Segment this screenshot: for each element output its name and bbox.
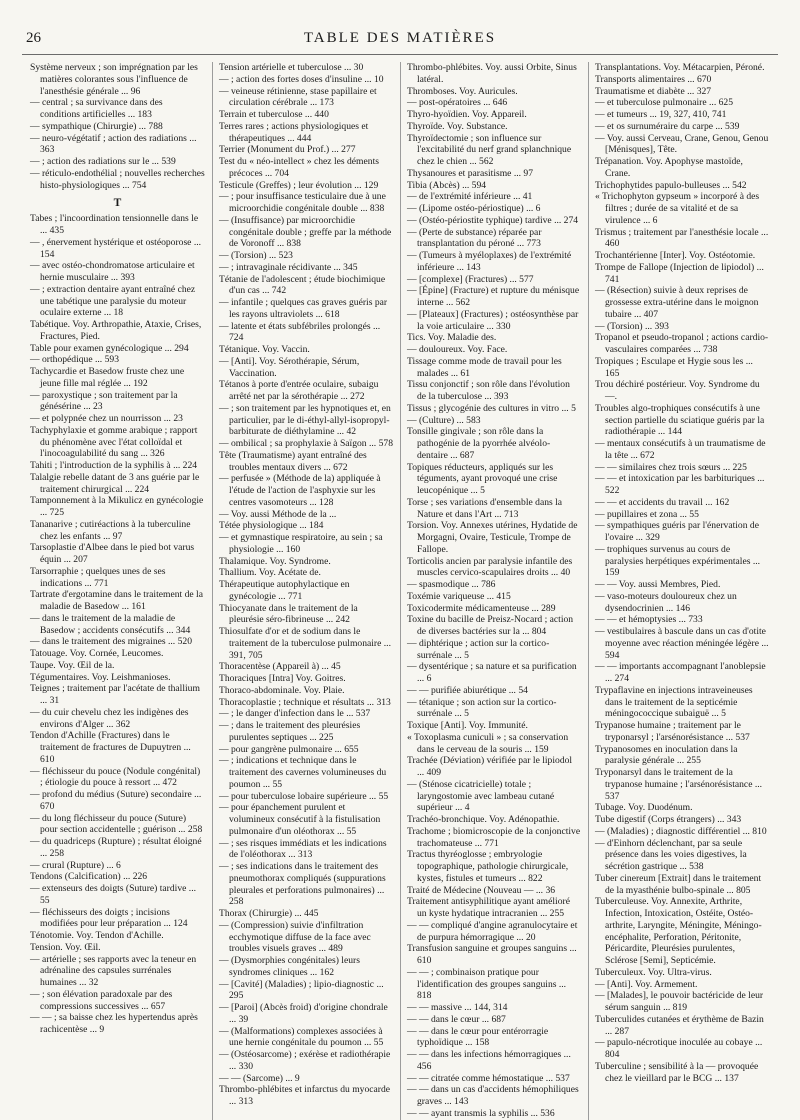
index-entry: — — (Sarcome) ... 9 — [219, 1072, 300, 1084]
index-entry: Tube digestif (Corps étrangers) ... 343 — [595, 814, 742, 825]
index-entry: Toxique [Anti]. Voy. Immunité. — [407, 720, 528, 731]
index-entry: Tissu conjonctif ; son rôle dans l'évolution de la tuberculose ... 393 — [407, 379, 570, 402]
index-entry: Tabes ; l'incoordination tensionnelle dans le ... 435 — [30, 213, 199, 236]
index-entry: Thérapeutique autophylactique en gynécologie ... 771 — [219, 579, 350, 602]
index-entry: — profond du médius (Suture) secondaire ... 670 — [30, 789, 202, 812]
index-entry: Tendons (Calcification) ... 226 — [30, 871, 148, 883]
page-header — [22, 30, 778, 55]
index-entry: — ; le danger d'infection dans le ... 537 — [219, 708, 371, 720]
index-entry: — (Torsion) ... 523 — [219, 250, 293, 261]
index-entry: — orthopédique ... 593 — [30, 354, 119, 366]
index-entry: — — dans les infections hémorragiques ... 456 — [407, 1049, 571, 1072]
index-entry: Trismus ; traitement par l'anesthésie locale ... 460 — [595, 226, 769, 250]
index-entry: Thysanoures et parasitisme ... 97 — [407, 167, 534, 179]
index-entry: Tuberculine ; sensibilité à la — provoquée chez le vieillard par le BCG ... 137 — [595, 1060, 759, 1084]
index-entry: Tarsoplastie d'Albee dans le pied bot varus équin ... 207 — [30, 542, 195, 565]
index-entry: — ; pour insuffisance testiculaire due à une microorchidie congénitale double ... 838 — [219, 191, 386, 214]
index-entry: Toxicodermite médicamenteuse ... 289 — [407, 602, 556, 614]
index-entry: — et polypnée chez un nourrisson ... 23 — [30, 413, 183, 424]
index-entry: — — similaires chez trois sœurs ... 225 — [595, 461, 747, 473]
index-entry: — — dans le cœur pour entérorragie typhoïdique ... 158 — [407, 1025, 549, 1049]
index-entry: Tuber cinereum [Extrait] dans le traitement de la myasthénie bulbo-spinale ... 805 — [595, 872, 762, 896]
index-entry: Traité de Médecine (Nouveau — ... 36 — [407, 884, 556, 896]
index-entry: — sympathiques guéris par l'énervation de l'ovaire ... 329 — [595, 520, 759, 543]
index-entry: — latente et états subfébriles prolongés ... 724 — [219, 320, 381, 344]
index-entry: — Voy. aussi Cerveau, Crane, Genou, Genou [Ménisques], Tête. — [595, 132, 769, 156]
index-entry: Tropanol et pseudo-tropanol ; actions cardio-vasculaires comparées ... 738 — [595, 332, 769, 355]
index-entry: — tétanique ; son action sur la cortico-surrénale ... 5 — [407, 696, 557, 720]
index-entry: — — ayant transmis la syphilis ... 536 — [407, 1107, 555, 1119]
index-entry: — — dans un cas d'accidents hémophiliques graves ... 143 — [407, 1084, 579, 1107]
index-entry: — [Anti]. Voy. Sérothérapie, Sérum, Vaccination. — [219, 355, 360, 379]
index-entry: Transplantations. Voy. Métacarpien, Péroné. — [595, 62, 765, 73]
index-entry: Tachyphylaxie et gomme arabique ; rapport du phénomène avec l'état colloïdal et l'inocoagulabilité du sang ... 326 — [30, 424, 198, 460]
index-entry: Tissus ; glycogénie des cultures in vitro ... 5 — [407, 402, 576, 414]
index-entry: Tissage comme mode de travail pour les malades ... 61 — [407, 355, 562, 379]
index-entry: — (Compression) suivie d'infiltration ecchymotique diffuse de la face avec troubles visuels graves ... 489 — [219, 919, 371, 955]
index-entry: Tension artérielle et tuberculose ... 30 — [219, 62, 364, 73]
index-entry: Tahiti ; l'introduction de la syphilis à ... 224 — [30, 460, 198, 471]
index-entry: — (Sténose cicatricielle) totale ; laryngostomie avec lambeau cutané supérieur ... 4 — [407, 778, 555, 814]
index-entry: Tuberculeuse. Voy. Annexite, Arthrite, Infection, Intoxication, Ostéite, Ostéo-arthrite, Laryngite, Méningite, Méningo-encéphalite, Perforation, Péritonite, Péricardite, Pleurésies purulentes, Sclérose [Semi], Septicémie. — [595, 896, 762, 966]
index-entry: Trépanation. Voy. Apophyse mastoïde, Crane. — [595, 156, 743, 179]
index-entry: — perfusée » (Méthode de la) appliquée à l'étude de l'action de l'asphyxie sur les centres vasomoteurs ... 128 — [219, 473, 381, 508]
index-entry: — et gymnastique respiratoire, au sein ; sa physiologie ... 160 — [219, 532, 383, 555]
index-entry: Transports alimentaires ... 670 — [595, 73, 712, 85]
index-entry: — fléchisseur du pouce (Nodule congénital) ; étiologie du pouce à ressort ... 472 — [30, 765, 201, 789]
index-column-2 — [212, 62, 400, 1120]
index-entry: — mentaux consécutifs à un traumatisme de la tête ... 672 — [595, 438, 766, 461]
index-entry: — ; extraction dentaire ayant entraîné chez une tabétique une paralysie du moteur oculaire externe ... 18 — [30, 283, 196, 319]
index-entry: Thrombo-phlébites. Voy. aussi Orbite, Sinus latéral. — [407, 62, 577, 85]
index-entry: Tension. Voy. Œil. — [30, 941, 101, 953]
index-entry: Tachycardie et Basedow fruste chez une jeune fille mal réglée ... 192 — [30, 366, 185, 389]
index-entry: Table pour examen gynécologique ... 294 — [30, 342, 189, 354]
index-entry: — [Plateaux] (Fractures) ; ostéosynthèse par la voie articulaire ... 330 — [407, 308, 579, 332]
index-entry: — Voy. aussi Méthode de la ... — [219, 508, 337, 520]
index-entry: Traitement antisyphilitique ayant amélioré un kyste hydatique intracranien ... 255 — [407, 896, 570, 919]
index-entry: — ; dans le traitement des pleurésies purulentes septiques ... 225 — [219, 720, 361, 743]
index-entry: — (Perte de substance) réparée par transplantation du péroné ... 773 — [407, 226, 542, 250]
index-entry: Tête (Traumatisme) ayant entraîné des troubles mentaux divers ... 672 — [219, 449, 367, 473]
index-column-4 — [588, 62, 776, 1120]
index-entry: Thalamique. Voy. Syndrome. — [219, 555, 331, 567]
index-entry: — artérielle ; ses rapports avec la teneur en adrénaline des capsules surrénales humaines ... 32 — [30, 953, 197, 988]
index-entry: Tubage. Voy. Duodénum. — [595, 802, 693, 814]
index-entry: — pour gangrène pulmonaire ... 655 — [219, 743, 359, 755]
index-entry: — ; ses risques immédiats et les indications de l'oléothorax ... 313 — [219, 837, 387, 861]
index-entry: Terres rares ; actions physiologiques et thérapeutiques ... 444 — [219, 120, 369, 144]
index-entry: — et os surnuméraire du carpe ... 539 — [595, 120, 740, 132]
index-entry: Thoracoplastie ; technique et résultats ... 313 — [219, 696, 391, 708]
index-entry: Thyro-hyoïdien. Voy. Appareil. — [407, 109, 527, 120]
index-entry: Tryponarsyl dans le traitement de la trypanose humaine ; l'arsénorésistance ... 537 — [595, 767, 763, 802]
index-entry: — — et accidents du travail ... 162 — [595, 496, 730, 508]
index-entry: Thiocyanate dans le traitement de la pleurésie séro-fibrineuse ... 242 — [219, 602, 358, 626]
index-entry: Tégumentaires. Voy. Leishmanioses. — [30, 671, 171, 683]
index-entry: — [Malades], le pouvoir bactéricide de leur sérum sanguin ... 819 — [595, 990, 764, 1013]
index-entry: Trachée (Déviation) vérifiée par le lipiodol ... 409 — [407, 755, 573, 778]
index-entry: — avec ostéo-chondromatose articulaire et hernie musculaire ... 393 — [30, 260, 195, 283]
index-column-1 — [24, 62, 212, 1120]
index-entry: — du cuir chevelu chez les indigènes des environs d'Alger ... 362 — [30, 706, 189, 730]
index-entry: — ; indications et technique dans le traitement des cavernes volumineuses du poumon ... 55 — [219, 755, 387, 790]
index-entry: Tananarive ; cutiréactions à la tuberculine chez les enfants ... 97 — [30, 518, 191, 542]
index-entry: — vaso-moteurs douloureux chez un dysendocrinien ... 146 — [595, 590, 737, 614]
index-entry: — ombilical ; sa prophylaxie à Saïgon ... 578 — [219, 438, 393, 449]
index-entry: — (Maladies) ; diagnostic différentiel ... 810 — [595, 825, 767, 837]
index-entry: — — et intoxication par les barbituriques ... 522 — [595, 473, 765, 496]
index-entry: Terrain et tuberculose ... 440 — [219, 109, 329, 120]
index-entry: Tendon d'Achille (Fractures) dans le traitement de fractures de Dupuytren ... 610 — [30, 730, 191, 765]
index-entry: — (Ostéo-périostite typhique) tardive ... 274 — [407, 214, 579, 226]
index-entry: Tropiques ; Esculape et Hygie sous les ... 165 — [595, 355, 753, 379]
index-entry: Terrier (Monument du Prof.) ... 277 — [219, 144, 356, 156]
index-entry: Torse ; ses variations d'ensemble dans la Nature et dans l'Art ... 713 — [407, 496, 563, 520]
index-entry: Thyroïdectomie ; son influence sur l'excitabilité du nerf grand splanchnique chez le chien ... 562 — [407, 132, 572, 167]
index-entry: Tarsorraphie ; quelques unes de ses indications ... 771 — [30, 565, 166, 589]
index-entry: Toxémie variqueuse ... 415 — [407, 590, 511, 602]
index-entry: Thoraco-abdominale. Voy. Plaie. — [219, 684, 345, 696]
index-entry: — ; son traitement par les hypnotiques et, en particulier, par le di-éthyl-allyl-isopropyl-barbiturate de diéthylamine ... 42 — [219, 402, 391, 438]
index-entry: — veineuse rétinienne, stase papillaire et circulation cérébrale ... 173 — [219, 85, 377, 109]
index-entry: — [Anti]. Voy. Armement. — [595, 978, 698, 990]
index-entry: — réticulo-endothélial ; nouvelles recherches histo-physiologiques ... 754 — [30, 167, 205, 191]
index-entry: — ; ses indications dans le traitement des pneumothorax compliqués (suppurations pleurales et perforations pulmonaires) ... 258 — [219, 861, 386, 908]
index-entry: — — ; sa baisse chez les hypertendus après rachicentèse ... 9 — [30, 1012, 198, 1035]
index-entry: — ; son élévation paradoxale par des compressions successives ... 657 — [30, 988, 173, 1012]
index-entry: Trypaflavine en injections intraveineuses dans le traitement de la septicémie méningococcique subaiguë ... 5 — [595, 684, 753, 720]
index-entry: Thiosulfate d'or et de sodium dans le traitement de la tuberculose pulmonaire ... 391, 705 — [219, 626, 391, 661]
index-entry: Tics. Voy. Maladie des. — [407, 332, 497, 344]
index-entry: — — massive ... 144, 314 — [407, 1002, 508, 1013]
section-letter: T — [113, 197, 122, 210]
index-entry: — spasmodique ... 786 — [407, 579, 496, 590]
index-entry: — pour épanchement purulent et volumineux consécutif à la fistulisation pulmonaire d'un oléothorax ... 55 — [219, 802, 381, 837]
index-entry: — douloureux. Voy. Face. — [407, 344, 508, 355]
index-entry: Trou déchiré postérieur. Voy. Syndrome du —. — [595, 379, 760, 402]
index-entry: — — Voy. aussi Membres, Pied. — [595, 579, 721, 590]
index-entry: — [complexe] (Fractures) ... 577 — [407, 273, 534, 285]
index-entry: Toxine du bacille de Preisz-Nocard ; action de diverses bactéries sur la ... 804 — [407, 614, 574, 637]
index-entry: Trochantérienne [Inter]. Voy. Ostéotomie. — [595, 250, 756, 261]
index-entry: — — ; combinaison pratique pour l'identification des groupes sanguins ... 818 — [407, 966, 567, 1002]
index-entry: — du long fléchisseur du pouce (Suture) pour section accidentelle ; guérison ... 258 — [30, 812, 203, 836]
index-entry: — et tuberculose pulmonaire ... 625 — [595, 97, 734, 109]
index-entry: — — purifiée abiurétique ... 54 — [407, 684, 528, 696]
index-entry: — dysentérique ; sa nature et sa purification ... 6 — [407, 661, 577, 684]
index-entry: Tonsille gingivale ; son rôle dans la pathogénie de la pyorrhée alvéolo-dentaire ... 687 — [407, 426, 551, 461]
index-entry: Trypanose humaine ; traitement par le tryponarsyl ; l'arsénorésistance ... 537 — [595, 720, 750, 743]
index-entry: — trophiques survenus au cours de paralysies herpétiques expérimentales ... 159 — [595, 543, 761, 579]
index-entry: Tamponnement à la Mikulicz en gynécologie ... 725 — [30, 495, 204, 518]
index-entry: Système nerveux ; son imprégnation par les matières colorantes sous l'influence de l'anesthésie générale ... 96 — [30, 62, 198, 97]
index-entry: — — compliqué d'angine agranulocytaire et de purpura hémorragique ... 20 — [407, 919, 578, 943]
index-entry: — — et hémoptysies ... 733 — [595, 614, 703, 626]
index-entry: Thyroïde. Voy. Substance. — [407, 120, 508, 132]
index-entry: — pour tuberculose lobaire supérieure ... 55 — [219, 790, 389, 802]
index-entry: — (Lipome ostéo-périostique) ... 6 — [407, 203, 541, 214]
index-entry: — de l'extrémité inférieure ... 41 — [407, 191, 533, 203]
index-entry: Troubles algo-trophiques consécutifs à une section partielle du sciatique guéris par la radiothérapie ... 144 — [595, 402, 765, 438]
index-entry: Test du « néo-intellect » chez les déments précoces ... 704 — [219, 156, 379, 179]
index-entry: — (Dysmorphies congénitales) leurs syndromes cliniques ... 162 — [219, 955, 360, 978]
index-entry: — (Culture) ... 583 — [407, 414, 481, 426]
page-number: 26 — [26, 30, 41, 46]
index-entry: — paroxystique ; son traitement par la génésérine ... 23 — [30, 389, 178, 413]
index-entry: — ; action des radiations sur le ... 539 — [30, 156, 176, 167]
index-entry: Tuberculides cutanées et érythème de Bazin ... 287 — [595, 1013, 764, 1037]
index-entry: — (Malformations) complexes associées à une hernie congénitale du poumon ... 55 — [219, 1025, 384, 1049]
index-entry: — et tumeurs ... 19, 327, 410, 741 — [595, 109, 727, 120]
index-entry: Tibia (Abcès) ... 594 — [407, 179, 487, 191]
index-entry: — papulo-nécrotique inoculée au cobaye ... 804 — [595, 1037, 763, 1060]
index-entry: — diphtérique ; action sur la cortico-surrénale ... 5 — [407, 637, 550, 661]
index-entry: Talalgie rebelle datant de 3 ans guérie par le traitement chirurgical ... 224 — [30, 471, 200, 495]
index-entry: Tétanie de l'adolescent ; étude biochimique d'un cas ... 742 — [219, 273, 386, 297]
index-entry: — central ; sa survivance dans des conditions artificielles ... 183 — [30, 97, 163, 120]
index-entry: Tétanique. Voy. Vaccin. — [219, 344, 310, 355]
index-entry: — du quadriceps (Rupture) ; résultat éloigné ... 258 — [30, 836, 202, 859]
index-entry: Tétée physiologique ... 184 — [219, 520, 324, 532]
index-entry: Tractus thyréoglosse ; embryologie topographique, pathologie chirurgicale, kystes, fistules et tumeurs ... 822 — [407, 849, 569, 884]
index-entry: Tétanos à porte d'entrée oculaire, subaigu arrêté net par la sérothérapie ... 272 — [219, 379, 379, 402]
index-entry: — post-opératoires ... 646 — [407, 97, 508, 109]
index-entry: — (Tumeurs à myéloplaxes) de l'extrémité inférieure ... 143 — [407, 250, 572, 273]
index-entry: Thoracentèse (Appareil à) ... 45 — [219, 661, 341, 673]
index-entry: — (Résection) suivie à deux reprises de grossesse extra-utérine dans le moignon tubaire ... 407 — [595, 285, 759, 320]
index-entry: Tatouage. Voy. Cornée, Leucomes. — [30, 648, 164, 659]
index-entry: Trachome ; biomicroscopie de la conjonctive trachomateuse ... 771 — [407, 825, 581, 849]
index-entry: Traumatisme et diabète ... 327 — [595, 85, 712, 97]
index-entry: « Toxoplasma cuniculi » ; sa conservation dans le cerveau de la souris ... 159 — [407, 731, 569, 755]
index-entry: Ténotomie. Voy. Tendon d'Achille. — [30, 930, 164, 941]
index-entry: — neuro-végétatif ; action des radiations ... 363 — [30, 132, 197, 156]
index-entry: « Trichophyton gypseum » incorporé à des filtres ; durée de sa vitalité et de sa virulence ... 6 — [595, 191, 760, 226]
index-entry: — d'Einhorn déclenchant, par sa seule présence dans les voies digestives, la sécrétion gastrique ... 538 — [595, 837, 747, 872]
index-entry: — [Épine] (Fracture) et rupture du ménisque interne ... 562 — [407, 285, 580, 308]
index-entry: Thrombo-phlébites et infarctus du myocarde ... 313 — [219, 1084, 391, 1107]
index-entry: Tabétique. Voy. Arthropathie, Ataxie, Crises, Fractures, Pied. — [30, 319, 202, 342]
index-entry: — ; action des fortes doses d'insuline ... 10 — [219, 73, 384, 85]
index-entry: Trichophytides papulo-bulleuses ... 542 — [595, 179, 747, 191]
index-entry: — sympathique (Chirurgie) ... 788 — [30, 120, 163, 132]
index-entry: Transfusion sanguine et groupes sanguins ... 610 — [407, 943, 577, 966]
index-entry: — , énervement hystérique et ostéoporose ... 154 — [30, 236, 202, 260]
index-entry: Thromboses. Voy. Auricules. — [407, 85, 518, 97]
page-title: TABLE DES MATIÈRES — [303, 30, 497, 46]
index-entry: Torticolis ancien par paralysie infantile des muscles cervico-scapulaires droits ... 40 — [407, 555, 573, 579]
index-entry: Thoraciques [Intra] Voy. Goitres. — [219, 673, 346, 684]
index-entry: — — citratée comme hémostatique ... 537 — [407, 1072, 570, 1084]
index-columns — [24, 62, 776, 1119]
index-entry: — dans le traitement des migraines ... 520 — [30, 636, 192, 648]
index-entry: — vestibulaires à bascule dans un cas d'otite moyenne avec réaction méningée légère ... 594 — [595, 626, 769, 661]
index-entry: — — importants accompagnant l'anoblepsie ... 274 — [595, 661, 766, 684]
index-entry: — ; intravaginale récidivante ... 345 — [219, 261, 358, 273]
index-entry: — [Cavité] (Maladies) ; lipio-diagnostic ... 295 — [219, 978, 384, 1002]
index-entry: — extenseurs des doigts (Suture) tardive ... 55 — [30, 883, 196, 906]
index-entry: — fléchisseurs des doigts ; incisions modifiées pour leur préparation ... 124 — [30, 906, 188, 930]
index-entry: Tartrate d'ergotamine dans le traitement de la maladie de Basedow ... 161 — [30, 589, 203, 612]
index-entry: Tuberculeux. Voy. Ultra-virus. — [595, 966, 712, 978]
index-entry: Topiques réducteurs, appliqués sur les téguments, ayant provoqué une crise leucopénique ... 5 — [407, 461, 558, 496]
index-entry: Thallium. Voy. Acétate de. — [219, 567, 321, 579]
index-entry: — [Paroi] (Abcès froid) d'origine chondrale ... 39 — [219, 1002, 388, 1025]
index-entry: Thorax (Chirurgie) ... 445 — [219, 908, 319, 919]
index-entry: — pupillaires et zona ... 55 — [595, 508, 699, 520]
index-entry: — — dans le cœur ... 687 — [407, 1013, 506, 1025]
index-entry: Teignes ; traitement par l'acétate de thallium ... 31 — [30, 683, 200, 706]
index-entry: Torsion. Voy. Annexes utérines, Hydatide de Morgagni, Ovaire, Testicule, Trompe de Fallope. — [407, 520, 578, 555]
index-entry: — infantile ; quelques cas graves guéris par les rayons ultraviolets ... 618 — [219, 297, 388, 320]
index-entry: Taupe. Voy. Œil de la. — [30, 659, 115, 671]
index-entry: Trompe de Fallope (Injection de lipiodol) ... 741 — [595, 261, 764, 285]
index-entry: Trypanosomes en inoculation dans la paralysie générale ... 255 — [595, 743, 738, 767]
index-entry: — (Insuffisance) par microorchidie congénitale double ; greffe par la méthode de Voronoff ... 838 — [219, 214, 392, 250]
index-entry: — dans le traitement de la maladie de Basedow ; accidents consécutifs ... 344 — [30, 612, 191, 636]
index-entry: — crural (Rupture) ... 6 — [30, 859, 121, 871]
index-entry: Testicule (Greffes) ; leur évolution ... 129 — [219, 179, 379, 191]
index-entry: Trachéo-bronchique. Voy. Adénopathie. — [407, 814, 560, 825]
index-entry: — (Torsion) ... 393 — [595, 320, 669, 332]
index-entry: — (Ostéosarcome) ; exérèse et radiothérapie ... 330 — [219, 1049, 391, 1072]
index-column-3 — [400, 62, 588, 1120]
